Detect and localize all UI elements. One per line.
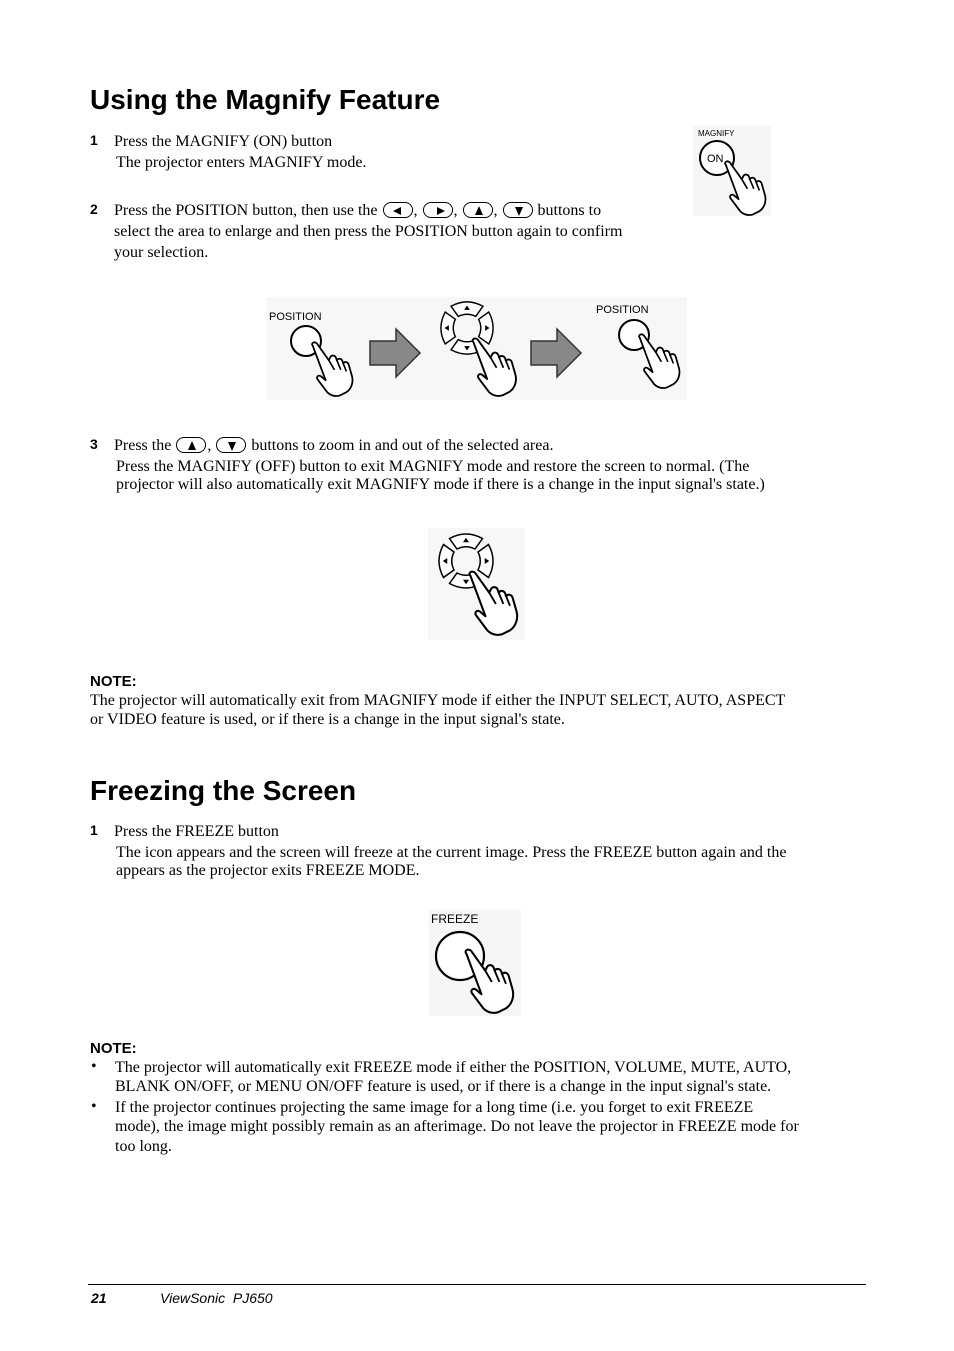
note-text: or VIDEO feature is used, or if there is a change in the input signal's state. bbox=[90, 711, 565, 728]
down-arrow-button-icon bbox=[216, 437, 246, 453]
step-text: Press the FREEZE button bbox=[114, 823, 279, 840]
product-name: ViewSonic PJ650 bbox=[160, 1290, 273, 1306]
freeze-figure bbox=[429, 910, 521, 1016]
step-detail: The icon appears and the screen will freeze at the current image. Press the FREEZE button again and the bbox=[116, 844, 787, 861]
step-text-post: buttons to bbox=[537, 202, 602, 219]
note-title: NOTE: bbox=[90, 1040, 137, 1057]
step-text-line: select the area to enlarge and then press the POSITION button again to confirm bbox=[114, 223, 623, 240]
step-detail: The projector enters MAGNIFY mode. bbox=[116, 154, 367, 171]
section-title-freeze: Freezing the Screen bbox=[90, 775, 357, 806]
note-title: NOTE: bbox=[90, 673, 137, 690]
bullet-mark: • bbox=[91, 1058, 97, 1075]
step-detail: Press the MAGNIFY (OFF) button to exit MAGNIFY mode and restore the screen to normal. (The bbox=[116, 458, 750, 475]
step-number: 1 bbox=[90, 822, 98, 838]
step-number: 1 bbox=[90, 132, 98, 148]
right-arrow-button-icon bbox=[423, 202, 453, 218]
bullet-text: mode), the image might possibly remain as an afterimage. Do not leave the projector in FREEZE mode for bbox=[115, 1118, 799, 1135]
on-label: ON bbox=[707, 153, 724, 165]
bullet-mark: • bbox=[91, 1098, 97, 1115]
step-text-pre: Press the POSITION button, then use the bbox=[114, 202, 378, 219]
step-text-line: your selection. bbox=[114, 244, 209, 261]
down-arrow-button-icon bbox=[503, 202, 533, 218]
step-text: Press the MAGNIFY (ON) button bbox=[114, 133, 333, 150]
bullet-text: The projector will automatically exit FREEZE mode if either the POSITION, VOLUME, MUTE, AUTO, bbox=[115, 1059, 792, 1076]
zoom-dpad-figure bbox=[428, 528, 525, 640]
step-text-pre: Press the bbox=[114, 437, 172, 454]
bullet-text: too long. bbox=[115, 1138, 172, 1155]
step-number: 3 bbox=[90, 436, 98, 452]
magnify-label: MAGNIFY bbox=[698, 129, 735, 138]
step-text: Press the , buttons to zoom in and out of the selected area. bbox=[114, 437, 554, 454]
position-label: POSITION bbox=[596, 304, 649, 316]
footer-rule bbox=[88, 1284, 866, 1285]
page-number: 21 bbox=[91, 1290, 107, 1306]
left-arrow-button-icon bbox=[383, 202, 413, 218]
step-detail: projector will also automatically exit MAGNIFY mode if there is a change in the input signal's state.) bbox=[116, 476, 765, 493]
step-number: 2 bbox=[90, 201, 98, 217]
step-text: Press the POSITION button, then use the , , , buttons to bbox=[114, 202, 602, 219]
freeze-label: FREEZE bbox=[431, 912, 479, 926]
step-text-post: buttons to zoom in and out of the selected area. bbox=[251, 437, 554, 454]
bullet-text: If the projector continues projecting the same image for a long time (i.e. you forget to exit FREEZE bbox=[115, 1099, 754, 1116]
section-title-magnify: Using the Magnify Feature bbox=[90, 84, 441, 115]
note-text: The projector will automatically exit from MAGNIFY mode if either the INPUT SELECT, AUTO, ASPECT bbox=[90, 692, 786, 709]
bullet-text: BLANK ON/OFF, or MENU ON/OFF feature is used, or if there is a change in the input signal's state. bbox=[115, 1078, 772, 1095]
magnify-on-figure bbox=[693, 126, 771, 216]
position-sequence-figure bbox=[266, 297, 687, 400]
position-label: POSITION bbox=[269, 311, 322, 323]
step-detail: appears as the projector exits FREEZE MODE. bbox=[116, 862, 420, 879]
up-arrow-button-icon bbox=[176, 437, 206, 453]
up-arrow-button-icon bbox=[463, 202, 493, 218]
